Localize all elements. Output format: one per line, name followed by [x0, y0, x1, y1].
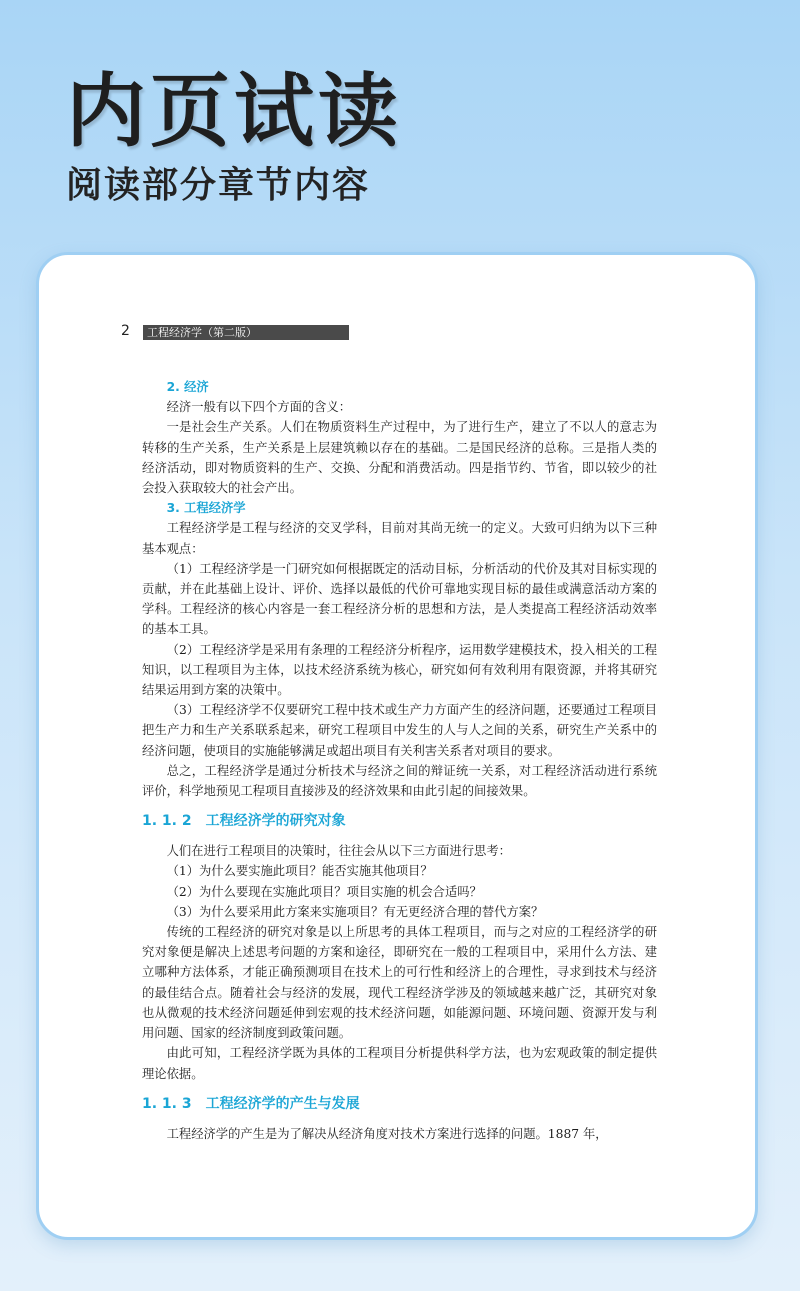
- paragraph: 由此可知，工程经济学既为具体的工程项目分析提供科学方法，也为宏观政策的制定提供理论依据。: [142, 1046, 657, 1081]
- paragraph: 传统的工程经济的研究对象是以上所思考的具体工程项目，而与之对应的工程经济学的研究对象便是解决上述思考问题的方案和途径，即研究在一般的工程项目中，采用什么方法、建立哪种方法体系，才能正确预测项目在技术上的可行性和经济上的合理性，寻求到技术与经济的最佳结合点。随着社会与经济的发展，现代工程经济学涉及的领域越来越广泛，其研究对象也从微观的技术经济问题延伸到宏观的技术经济问题，如能源问题、环境问题、资源开发与利用问题、国家的经济制度到政策问题。: [142, 925, 657, 1041]
- paragraph: （1）为什么要实施此项目？能否实施其他项目？: [166, 864, 433, 879]
- page-number: 2: [121, 323, 130, 339]
- paragraph: 人们在进行工程项目的决策时，往往会从以下三方面进行思考：: [166, 844, 511, 859]
- paragraph: （3）为什么要采用此方案来实施项目？有无更经济合理的替代方案？: [166, 904, 544, 919]
- paragraph: 经济一般有以下四个方面的含义：: [166, 400, 352, 415]
- paragraph: 一是社会生产关系。人们在物质资料生产过程中，为了进行生产，建立了不以人的意志为转移的生产关系，生产关系是上层建筑赖以存在的基础。二是国民经济的总称。三是指人类的经济活动，即对物质资料的生产、交换、分配和消费活动。四是指节约、节省，即以较少的社会投入获取较大的社会产出。: [142, 420, 657, 496]
- paragraph: （1）工程经济学是一门研究如何根据既定的活动目标，分析活动的代价及其对目标实现的贡献，并在此基础上设计、评价、选择以最低的代价可靠地实现目标的最佳或满意活动方案的学科。工程经济的核心内容是一套工程经济分析的思想和方法，是人类提高工程经济活动效率的基本工具。: [142, 561, 657, 637]
- paragraph: 总之，工程经济学是通过分析技术与经济之间的辩证统一关系，对工程经济活动进行系统评价，科学地预见工程项目直接涉及的经济效果和由此引起的间接效果。: [142, 763, 657, 799]
- paragraph: （2）为什么要现在实施此项目？项目实施的机会合适吗？: [166, 884, 482, 899]
- hero-title: 内页试读: [66, 65, 402, 158]
- section-heading: 2. 经济: [166, 380, 209, 394]
- page-body: [142, 377, 657, 1144]
- section-heading: 3. 工程经济学: [166, 501, 246, 516]
- preview-card[interactable]: [36, 252, 758, 1240]
- paragraph: 工程经济学是工程与经济的交叉学科，目前对其尚无统一的定义。大致可归纳为以下三种基本观点：: [142, 521, 657, 556]
- book-title-bar: 工程经济学（第二版）: [143, 325, 349, 340]
- chapter-heading: 1. 1. 3 工程经济学的产生与发展: [142, 1095, 360, 1112]
- paragraph: 工程经济学的产生是为了解决从经济角度对技术方案进行选择的问题。1887 年，: [166, 1126, 608, 1141]
- paragraph: （3）工程经济学不仅要研究工程中技术或生产力方面产生的经济问题，还要通过工程项目把生产力和生产关系联系起来，研究工程项目中发生的人与人之间的关系，研究生产关系中的经济问题，使项目的实施能够满足或超出项目有关利害关系者对项目的要求。: [142, 703, 657, 758]
- paragraph: （2）工程经济学是采用有条理的工程经济分析程序，运用数学建模技术，投入相关的工程知识，以工程项目为主体，以技术经济系统为核心，研究如何有效利用有限资源，并将其研究结果运用到方案的决策中。: [142, 642, 657, 698]
- hero-subtitle: 阅读部分章节内容: [66, 165, 371, 206]
- chapter-heading: 1. 1. 2 工程经济学的研究对象: [142, 813, 346, 830]
